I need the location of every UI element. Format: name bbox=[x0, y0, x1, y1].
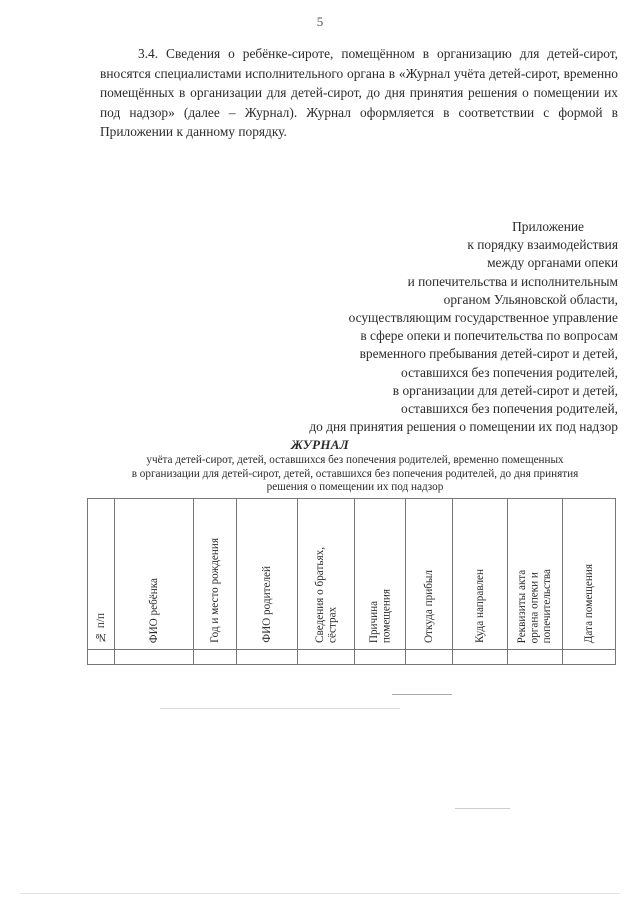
table-cell bbox=[406, 650, 453, 665]
journal-subtitle-line: в организации для детей-сирот, детей, оставшихся без попечения родителей, до дня принятия bbox=[131, 467, 579, 480]
column-header bbox=[508, 499, 563, 650]
appendix-line: в сфере опеки и попечительства по вопросам bbox=[360, 328, 618, 344]
journal-subtitle bbox=[95, 454, 615, 495]
journal-subtitle-line: учёта детей-сирот, детей, оставшихся без попечения родителей, временно помещенных bbox=[146, 454, 564, 466]
scan-artifact bbox=[455, 808, 510, 809]
column-header-label: ФИО родителей bbox=[260, 566, 273, 643]
column-header bbox=[563, 499, 616, 650]
table-cell bbox=[194, 650, 237, 665]
table-row bbox=[88, 650, 616, 665]
column-header-label: Дата помещения bbox=[582, 563, 595, 643]
appendix-line: и попечительства и исполнительным bbox=[407, 273, 618, 289]
column-header bbox=[237, 499, 298, 650]
appendix-line: до дня принятия решения о помещении их под надзор bbox=[309, 419, 618, 435]
appendix-heading: Приложение bbox=[512, 219, 584, 234]
table-header-row bbox=[88, 499, 616, 650]
table-cell bbox=[563, 650, 616, 665]
scan-artifact bbox=[160, 708, 400, 709]
column-header-label: Реквизиты акта органа опеки и попечительства bbox=[516, 568, 554, 643]
appendix-line: в организации для детей-сирот и детей, bbox=[392, 382, 618, 398]
column-header bbox=[88, 499, 115, 650]
appendix-line: оставшихся без попечения родителей, bbox=[401, 401, 618, 417]
scan-artifact bbox=[20, 893, 620, 894]
appendix-line: органом Ульяновской области, bbox=[443, 291, 618, 307]
column-header-label: Причина помещения bbox=[367, 588, 392, 643]
column-header-label: Куда направлен bbox=[473, 569, 486, 643]
journal-title: ЖУРНАЛ bbox=[291, 437, 349, 452]
appendix-header bbox=[218, 218, 618, 436]
column-header bbox=[115, 499, 194, 650]
appendix-line: к порядку взаимодействия bbox=[467, 237, 618, 253]
column-header-label: Откуда прибыл bbox=[422, 570, 435, 643]
table-cell bbox=[237, 650, 298, 665]
journal-table bbox=[87, 498, 616, 665]
column-header-label: № п/п bbox=[94, 613, 107, 643]
column-header bbox=[406, 499, 453, 650]
journal-subtitle-line: решения о помещении их под надзор bbox=[266, 481, 444, 493]
column-header-label: Год и место рождения bbox=[208, 538, 221, 643]
appendix-line: между органами опеки bbox=[487, 255, 618, 271]
column-header bbox=[453, 499, 508, 650]
appendix-line: осуществляющим государственное управление bbox=[348, 310, 618, 326]
column-header-label: ФИО ребёнка bbox=[147, 577, 160, 643]
page-number: 5 bbox=[316, 14, 324, 29]
column-header bbox=[355, 499, 406, 650]
appendix-line: оставшихся без попечения родителей, bbox=[401, 364, 618, 380]
appendix-line: временного пребывания детей-сирот и детей, bbox=[359, 346, 618, 362]
table-cell bbox=[453, 650, 508, 665]
table-cell bbox=[508, 650, 563, 665]
column-header bbox=[298, 499, 355, 650]
column-header bbox=[194, 499, 237, 650]
table-cell bbox=[355, 650, 406, 665]
section-3-4-paragraph: 3.4. Сведения о ребёнке-сироте, помещённом в организацию для детей-сирот, вносятся специалистами исполнительного органа в «Журнал учёта детей-сирот, временно помещённых в организации для детей-сирот, до дня принятия решения о помещении их под надзор» (далее – Журнал). Журнал оформляется в соответствии с формой в Приложении к данному порядку. bbox=[100, 46, 618, 139]
scan-artifact bbox=[392, 694, 452, 695]
table-cell bbox=[88, 650, 115, 665]
column-header-label: Сведения о братьях, сёстрах bbox=[313, 547, 338, 643]
table-cell bbox=[115, 650, 194, 665]
table-cell bbox=[298, 650, 355, 665]
